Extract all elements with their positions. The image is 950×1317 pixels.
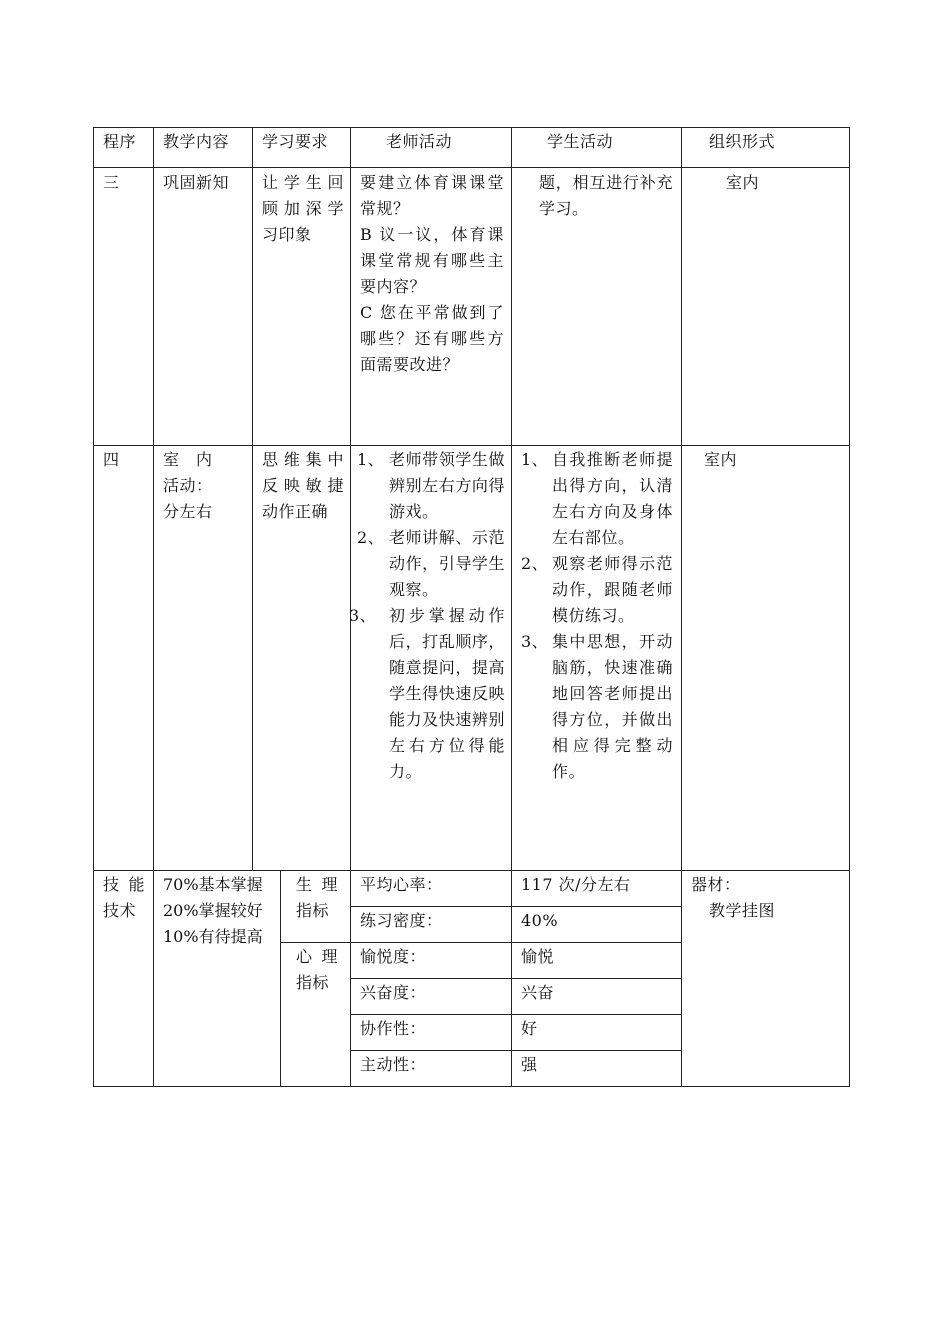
list-text: 初步掌握动作后，打乱顺序，随意提问，提高学生得快速反映能力及快速辨别左右方位得能力。 [389,606,505,781]
list-number: 2、 [521,554,549,573]
row3-teacher-line: B 议一议，体育课课堂常规有哪些主要内容？ [360,225,504,296]
metric-rule-1 [350,906,681,907]
list-text: 自我推断老师提出得方向，认清左右方向及身体左右部位。 [552,450,673,547]
row3-organization: 室内 [726,173,760,192]
list-number: 2、 [357,528,385,547]
row3-teacher [360,170,504,378]
metric-value: 愉悦 [521,947,555,966]
equipment-label: 器材： [691,875,741,894]
row4-organization: 室内 [704,450,738,469]
row4-requirement: 思维集中反映敏捷动作正确 [262,450,344,521]
header-requirement: 学习要求 [262,132,329,151]
header-teacher: 老师活动 [386,132,453,151]
list-text: 观察老师得示范动作，跟随老师模仿练习。 [552,554,673,625]
row4-procedure: 四 [103,450,120,469]
metric-rule-3 [350,978,681,979]
row4-content [163,447,245,525]
header-content: 教学内容 [163,132,230,151]
row3-content: 巩固新知 [163,173,230,192]
col-rule-2b [280,870,281,1087]
metric-value: 40% [521,911,559,930]
list-item [521,447,673,551]
row3-student: 题，相互进行补充学习。 [539,173,673,218]
list-item [349,603,505,785]
list-item [357,447,505,525]
col-rule-4 [511,127,512,1087]
list-text: 老师讲解、示范动作，引导学生观察。 [389,528,505,599]
row3-bottom-rule [93,445,850,446]
border-bottom [93,1086,850,1087]
metric-name: 主动性： [360,1055,427,1074]
header-bottom-rule [93,167,850,168]
list-number: 1、 [357,450,385,469]
row4-content-line: 分左右 [163,502,213,521]
equipment-value: 教学挂图 [709,901,776,920]
list-number: 3、 [521,632,549,651]
mastery-item: 70%基本掌握 [163,875,263,894]
metric-value: 强 [521,1055,538,1074]
metric-value: 117 次/分左右 [521,875,631,894]
mastery-item: 10%有待提高 [163,927,263,946]
row4-teacher [349,447,505,785]
border-top [93,127,850,128]
list-text: 老师带领学生做辨别左右方向得游戏。 [389,450,505,521]
metric-value: 兴奋 [521,983,555,1002]
mastery-list [163,872,279,950]
row3-teacher-line: 要建立体育课课堂常规？ [360,173,504,218]
metric-rule-5 [350,1050,681,1051]
list-item [357,525,505,603]
row3-requirement: 让学生回顾加深学习印象 [262,173,344,244]
header-procedure: 程序 [103,132,137,151]
metric-name: 兴奋度： [360,983,427,1002]
psycho-label: 心理指标 [296,947,338,992]
list-item [521,629,673,785]
list-item [521,551,673,629]
row4-student [521,447,673,785]
header-student: 学生活动 [547,132,614,151]
col-rule-2 [252,127,253,870]
metric-name: 练习密度： [360,911,443,930]
metric-rule-2 [280,942,681,943]
list-text: 集中思想，开动脑筋，快速准确地回答老师提出得方位，并做出相应得完整动作。 [552,632,673,781]
border-right [849,127,850,1087]
physio-label: 生理指标 [296,875,338,920]
list-number: 1、 [521,450,549,469]
list-number: 3、 [349,606,377,625]
row4-content-line: 室 内 活动： [163,450,230,495]
skill-label: 技能技术 [103,875,145,920]
header-organization: 组织形式 [709,132,776,151]
mastery-item: 20%掌握较好 [163,901,263,920]
metric-value: 好 [521,1019,538,1038]
row3-procedure: 三 [103,173,120,192]
metric-name: 愉悦度： [360,947,427,966]
metric-rule-4 [350,1014,681,1015]
row3-teacher-line: C 您在平常做到了哪些？还有哪些方面需要改进？ [360,303,504,374]
metric-name: 协作性： [360,1019,427,1038]
metric-name: 平均心率： [360,875,443,894]
col-rule-1 [153,127,154,1087]
row4-bottom-rule [93,870,850,871]
lesson-plan-table [93,127,850,1087]
border-left [93,127,94,1087]
col-rule-5 [681,127,682,1087]
